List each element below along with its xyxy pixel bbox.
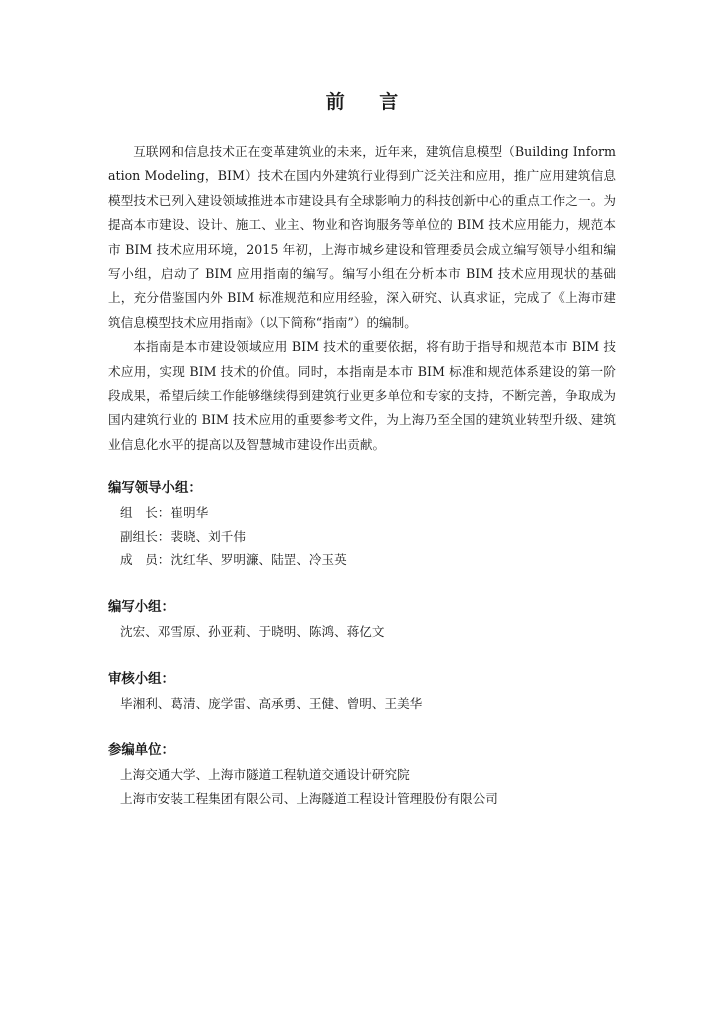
- participating-units-line-1: 上海交通大学、上海市隧道工程轨道交通设计研究院: [120, 767, 410, 783]
- leadership-deputy-line: 副组长：裴晓、刘千伟: [120, 528, 246, 544]
- writing-group-members-line: 沈宏、邓雪原、孙亚莉、于晓明、陈鸿、蒋亿文: [120, 624, 385, 640]
- leadership-leader-line: 组 长：崔明华: [120, 505, 209, 521]
- page-title: 前 言: [325, 91, 413, 113]
- review-group-section: [108, 670, 616, 716]
- leadership-group-section: [108, 479, 616, 572]
- participating-units-heading: 参编单位：: [108, 743, 175, 759]
- participating-units-line-2: 上海市安装工程集团有限公司、上海隧道工程设计管理股份有限公司: [120, 790, 498, 806]
- review-group-heading: 审核小组：: [108, 671, 175, 687]
- preface-paragraph-2: 本指南是本市建设领域应用 BIM 技术的重要依据，将有助于指导和规范本市 BIM 技术应用，实现 BIM 技术的价值。同时，本指南是本市 BIM 标准和规范体系建设的第一阶段成果，希望后续工作能够继续得到建筑行业更多单位和专家的支持，不断完善，争取成为国内建筑行业的 BIM 技术应用的重要参考文件，为上海乃至全国的建筑业转型升级、建筑业信息化水平的提高以及智慧城市建设作出贡献。: [108, 339, 616, 452]
- review-group-members-line: 毕湘利、葛清、庞学雷、高承勇、王健、曾明、王美华: [120, 695, 423, 711]
- writing-group-section: [108, 598, 616, 644]
- writing-group-heading: 编写小组：: [108, 600, 175, 616]
- participating-units-section: [108, 741, 616, 810]
- preface-paragraph-1: 互联网和信息技术正在变革建筑业的未来，近年来，建筑信息模型（Building Information Modeling，BIM）技术在国内外建筑行业得到广泛关注和应用，推广应用建筑信息模型技术已列入建设领域推进本市建设具有全球影响力的科技创新中心的重点工作之一。为提高本市建设、设计、施工、业主、物业和咨询服务等单位的 BIM 技术应用能力，规范本市 BIM 技术应用环境，2015 年初，上海市城乡建设和管理委员会成立编写领导小组和编写小组，启动了 BIM 应用指南的编写。编写小组在分析本市 BIM 技术应用现状的基础上，充分借鉴国内外 BIM 标准规范和应用经验，深入研究、认真求证，完成了《上海市建筑信息模型技术应用指南》（以下简称“指南”）的编制。: [108, 144, 616, 330]
- leadership-members-line: 成 员：沈红华、罗明濂、陆罡、冷玉英: [120, 552, 347, 568]
- leadership-group-heading: 编写领导小组：: [108, 481, 202, 497]
